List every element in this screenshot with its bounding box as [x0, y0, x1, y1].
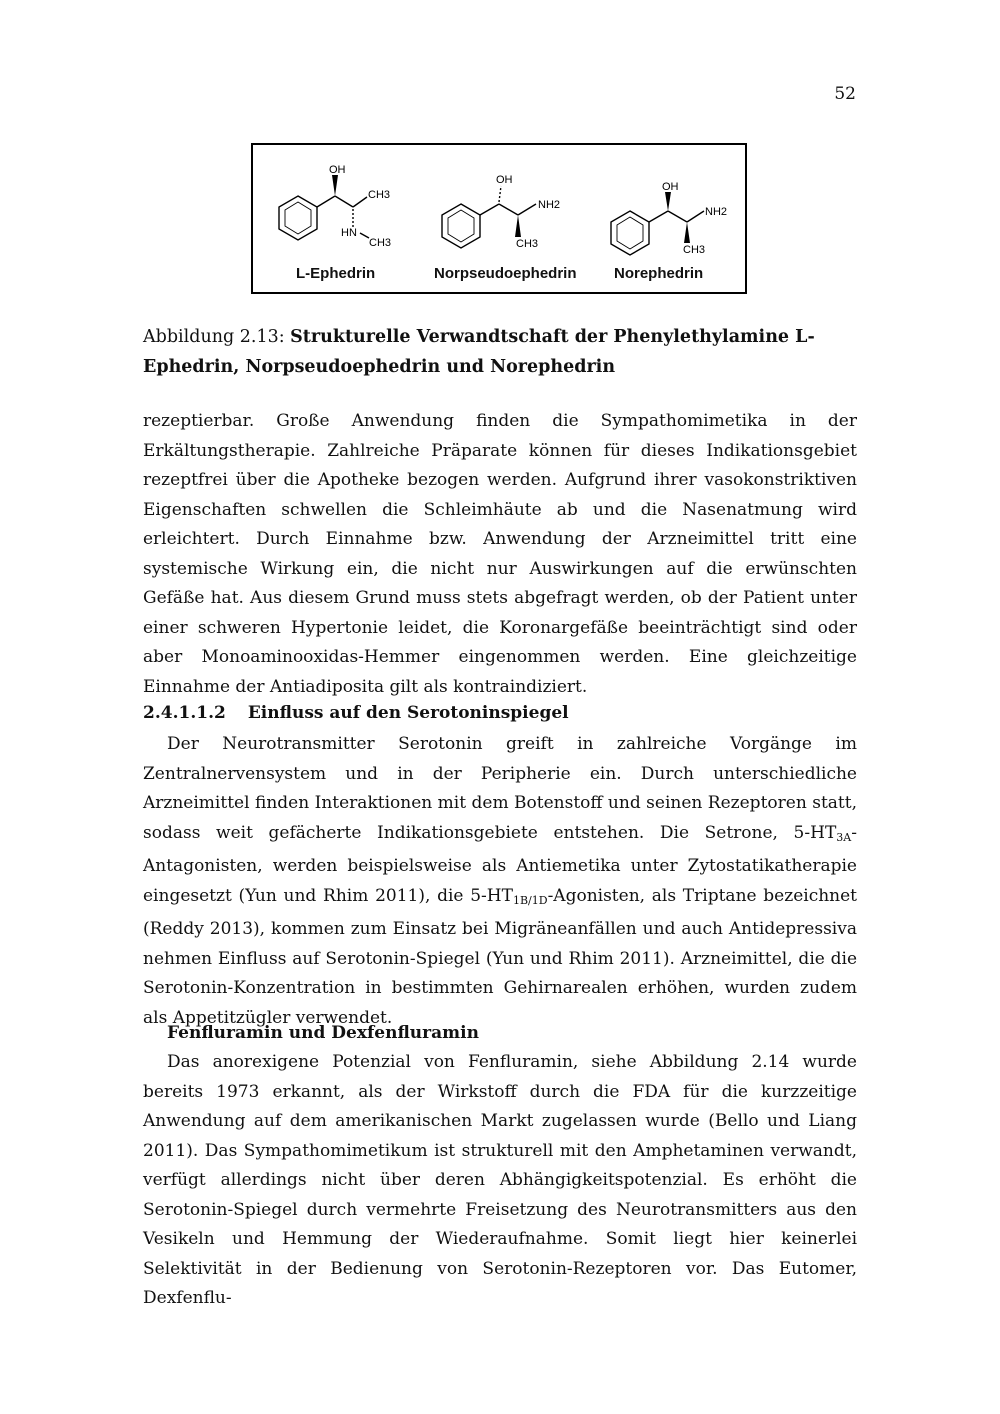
- figure-caption: [143, 322, 857, 382]
- norpseudoephedrin-oh-label: OH: [496, 174, 513, 186]
- section-number: 2.4.1.1.2: [143, 703, 226, 723]
- molecule-norpseudoephedrin: [442, 174, 560, 250]
- l-ephedrin-oh-label: OH: [329, 164, 346, 176]
- section-heading: [143, 703, 569, 723]
- paragraph-serotonin-part1: Der Neurotransmitter Serotonin greift in zahlreiche Vorgänge im Zentralnervensystem und in der Peripherie ein. Durch unterschiedliche Arzneimittel finden Interaktionen mit dem Botenstoff und seinen Rezeptoren statt, sodass weit gefächerte Indikationsgebiete entstehen. Die Setrone, 5-HT: [143, 734, 857, 843]
- subscript-1b1d: 1B/1D: [512, 893, 548, 907]
- molecule-l-ephedrin: [279, 164, 391, 249]
- caption-title: Strukturelle Verwandtschaft der Phenylethylamine L-Ephedrin, Norpseudoephedrin und Norephedrin: [143, 327, 815, 377]
- l-ephedrin-hn-label: HN: [341, 227, 357, 239]
- molecule-name-l-ephedrin: L-Ephedrin: [296, 265, 376, 282]
- paragraph-sympathomimetika: rezeptierbar. Große Anwendung finden die Sympathomimetika in der Erkältungstherapie. Zahlreiche Präparate können für dieses Indikationsgebiet rezeptfrei über die Apotheke bezogen werden. Aufgrund ihrer vasokonstriktiven Eigenschaften schwellen die Schleimhäute ab und die Nasenatmung wird erleichtert. Durch Einnahme bzw. Anwendung der Arzneimittel tritt eine systemische Wirkung ein, die nicht nur Auswirkungen auf die erwünschten Gefäße hat. Aus diesem Grund muss stets abgefragt werden, ob der Patient unter einer schweren Hypertonie leidet, die Koronargefäße beeinträchtigt sind oder aber Monoaminooxidas-Hemmer eingenommen werden. Eine gleichzeitige Einnahme der Antiadiposita gilt als kontraindiziert.: [143, 411, 857, 697]
- structure-figure: [251, 143, 747, 294]
- norephedrin-nh2-label: NH2: [705, 206, 728, 218]
- norpseudoephedrin-ch3-label: CH3: [516, 238, 539, 250]
- section-title: Einfluss auf den Serotoninspiegel: [247, 703, 569, 723]
- molecule-name-norpseudoephedrin: Norpseudoephedrin: [434, 265, 577, 282]
- paragraph-serotonin-part2: -Antagonisten, werden beispielsweise als Antiemetika unter Zytostatikatherapie eingesetzt (Yun und Rhim 2011), die 5-HT: [143, 822, 857, 906]
- norpseudoephedrin-nh2-label: NH2: [538, 199, 561, 211]
- subheading-fenfluramin: Fenfluramin und Dexfenfluramin: [167, 1023, 479, 1043]
- norephedrin-oh-label: OH: [662, 181, 679, 193]
- caption-prefix: Abbildung 2.13:: [143, 327, 291, 347]
- subscript-3a: 3A: [836, 830, 852, 844]
- l-ephedrin-ch3-top-label: CH3: [368, 189, 391, 201]
- molecule-norephedrin: [611, 181, 727, 256]
- paragraph-serotonin-part3: -Agonisten, als Triptane bezeichnet (Reddy 2013), kommen zum Einsatz bei Migräneanfällen und auch Antidepressiva nehmen Einfluss auf Serotonin-Spiegel (Yun und Rhim 2011). Arzneimittel, die die Serotonin-Konzentration in bestimmten Gehirnarealen erhöhen, wurden zudem als Appetitzügler verwendet.: [143, 885, 858, 1028]
- paragraph-serotonin: [143, 730, 857, 1033]
- molecule-name-norephedrin: Norephedrin: [614, 265, 704, 282]
- page-number: 52: [834, 84, 856, 104]
- norephedrin-ch3-label: CH3: [683, 244, 706, 256]
- paragraph-fenfluramin: Das anorexigene Potenzial von Fenfluramin, siehe Abbildung 2.14 wurde bereits 1973 erkannt, als der Wirkstoff durch die FDA für die kurzzeitige Anwendung auf dem amerikanischen Markt zugelassen wurde (Bello und Liang 2011). Das Sympathomimetikum ist strukturell mit den Amphetaminen verwandt, verfügt allerdings nicht über deren Abhängigkeitspotenzial. Es erhöht die Serotonin-Spiegel durch vermehrte Freisetzung des Neurotransmitters aus den Vesikeln und Hemmung der Wiederaufnahme. Somit liegt hier keinerlei Selektivität in der Bedienung von Serotonin-Rezeptoren vor. Das Eutomer, Dexfenflu-: [143, 1052, 857, 1308]
- l-ephedrin-ch3-n-label: CH3: [369, 237, 392, 249]
